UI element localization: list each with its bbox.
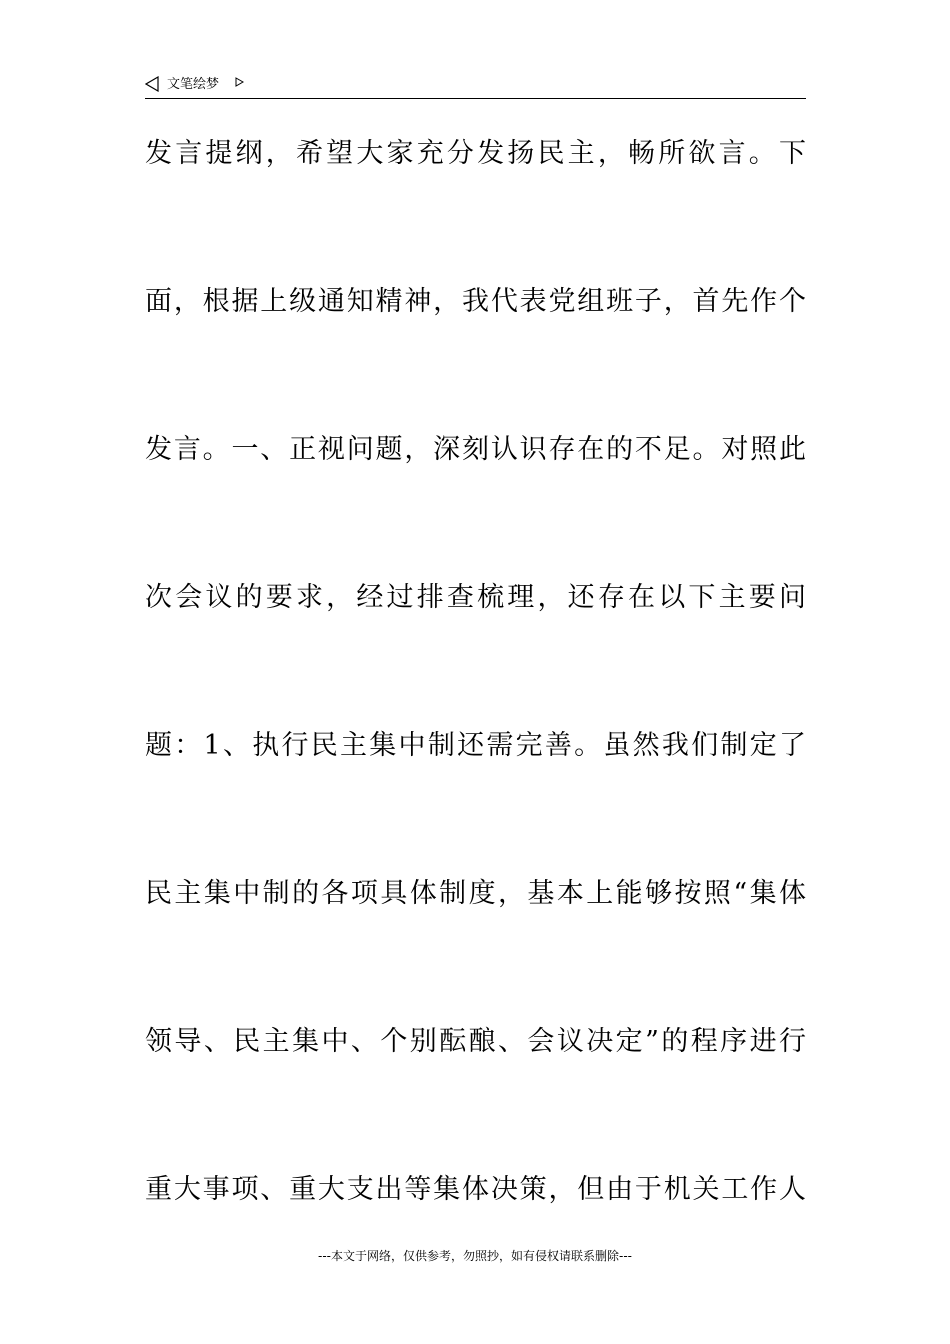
triangle-right-outline-icon (235, 77, 244, 87)
body-line-8: 重大事项、重大支出等集体决策，但由于机关工作人 (145, 1174, 806, 1205)
header-title: 文笔绘梦 (167, 77, 220, 92)
body-line-5: 题：1、执行民主集中制还需完善。虽然我们制定了 (145, 730, 806, 761)
document-body (145, 134, 806, 1318)
body-line-7: 领导、民主集中、个别酝酿、会议决定”的程序进行 (145, 1026, 806, 1057)
body-line-4: 次会议的要求，经过排查梳理，还存在以下主要问 (145, 582, 806, 613)
triangle-left-outline-icon (145, 76, 159, 92)
body-line-6: 民主集中制的各项具体制度，基本上能够按照“集体 (145, 878, 806, 909)
body-line-2: 面，根据上级通知精神，我代表党组班子，首先作个 (145, 286, 806, 317)
page-header (145, 72, 806, 99)
body-line-3: 发言。一、正视问题，深刻认识存在的不足。对照此 (145, 434, 806, 465)
page-footer-disclaimer: ---本文于网络，仅供参考，勿照抄，如有侵权请联系删除--- (318, 1249, 632, 1263)
body-line-1: 发言提纲，希望大家充分发扬民主，畅所欲言。下 (145, 138, 806, 169)
